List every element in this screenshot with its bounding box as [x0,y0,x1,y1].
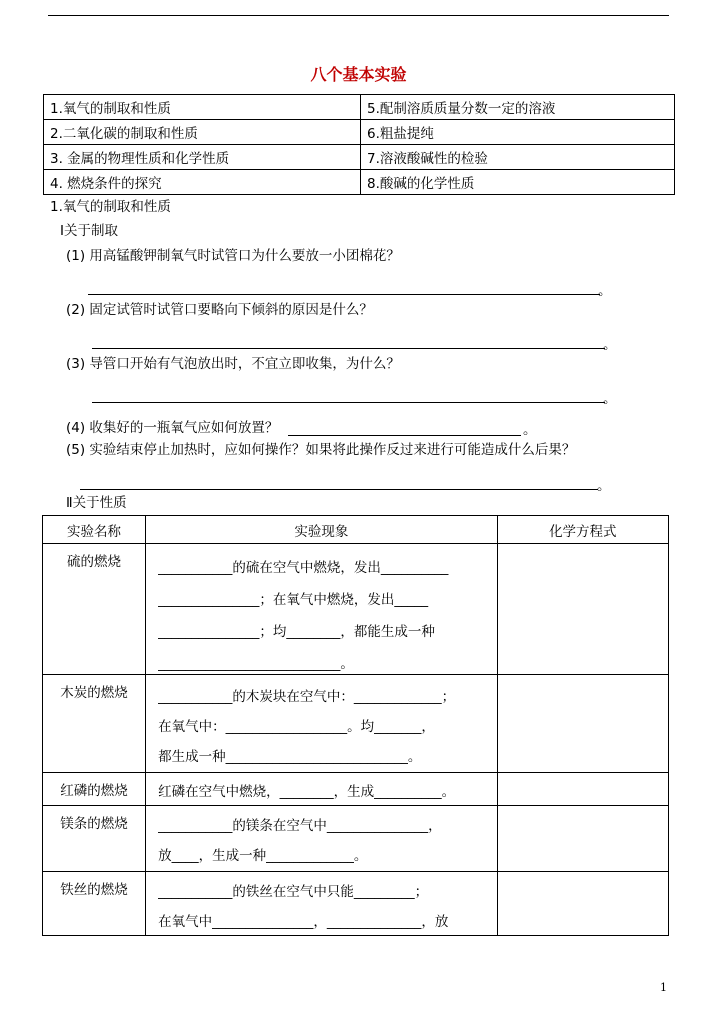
question-3: (3) 导管口开始有气泡放出时，不宜立即收集，为什么？ [66,356,400,372]
phenomenon-line: ___________的木炭块在空气中：_____________； [158,689,456,705]
table-row [44,95,675,120]
experiment-name: 镁条的燃烧 [43,806,146,872]
table-header-row [43,516,669,544]
question-1: (1) 用高锰酸钾制氧气时试管口为什么要放一小团棉花？ [66,248,400,264]
contents-cell: 4. 燃烧条件的探究 [44,170,361,195]
subsection-heading: Ⅰ关于制取 [60,223,118,239]
table-row [44,170,675,195]
contents-cell: 5.配制溶质质量分数一定的溶液 [361,95,675,120]
answer-line[interactable] [288,435,521,436]
equation-cell[interactable] [497,675,668,773]
header-cell: 实验名称 [43,516,146,544]
experiment-name: 红磷的燃烧 [43,773,146,806]
experiment-name: 木炭的燃烧 [43,675,146,773]
table-row [43,773,669,806]
phenomenon-line: 都生成一种___________________________。 [158,749,422,765]
contents-table [43,94,675,195]
phenomenon-cell [146,872,498,936]
page-number: 1 [660,981,667,994]
answer-line[interactable] [92,402,605,403]
question-2: (2) 固定试管时试管口要略向下倾斜的原因是什么？ [66,302,373,318]
properties-table [42,515,669,936]
phenomenon-cell [146,773,498,806]
page-title: 八个基本实验 [310,65,407,84]
equation-cell[interactable] [497,544,668,675]
header-cell: 化学方程式 [497,516,668,544]
period: 。 [603,391,617,407]
period: 。 [603,337,617,353]
phenomenon-line: 在氧气中：__________________。均_______， [158,719,435,735]
table-row [43,806,669,872]
experiment-name: 铁丝的燃烧 [43,872,146,936]
equation-cell[interactable] [497,806,668,872]
contents-cell: 6.粗盐提纯 [361,120,675,145]
section-heading: 1.氧气的制取和性质 [50,199,171,215]
contents-cell: 7.溶液酸碱性的检验 [361,145,675,170]
period: 。 [598,283,612,299]
phenomenon-line: ___________的硫在空气中燃烧，发出__________ [158,560,449,576]
header-rule [48,15,669,16]
contents-cell: 3. 金属的物理性质和化学性质 [44,145,361,170]
period: 。 [523,422,537,438]
table-row [43,544,669,675]
equation-cell[interactable] [497,773,668,806]
phenomenon-line: 红磷在空气中燃烧，________，生成__________。 [158,784,456,800]
phenomenon-line: _______________；在氧气中燃烧，发出_____ [158,592,429,608]
phenomenon-line: ___________________________。 [158,656,354,672]
answer-line[interactable] [80,489,598,490]
subsection-heading: Ⅱ关于性质 [66,495,127,511]
table-row [43,872,669,936]
phenomenon-line: ___________的铁丝在空气中只能_________； [158,884,429,900]
question-5: (5) 实验结束停止加热时，应如何操作？如果将此操作反过来进行可能造成什么后果？ [66,442,576,458]
contents-cell: 2.二氧化碳的制取和性质 [44,120,361,145]
answer-line[interactable] [92,348,605,349]
header-cell: 实验现象 [146,516,498,544]
phenomenon-line: ___________的镁条在空气中_______________， [158,818,442,834]
phenomenon-cell [146,544,498,675]
phenomenon-line: _______________；均________，都能生成一种 [158,624,435,640]
table-row [44,145,675,170]
equation-cell[interactable] [497,872,668,936]
experiment-name: 硫的燃烧 [43,544,146,675]
table-row [44,120,675,145]
table-row [43,675,669,773]
period: 。 [597,478,611,494]
phenomenon-cell [146,806,498,872]
contents-cell: 8.酸碱的化学性质 [361,170,675,195]
answer-line[interactable] [88,294,600,295]
contents-cell: 1.氧气的制取和性质 [44,95,361,120]
question-4: (4) 收集好的一瓶氧气应如何放置？ [66,420,279,436]
phenomenon-cell [146,675,498,773]
phenomenon-line: 放____，生成一种_____________。 [158,848,368,864]
phenomenon-line: 在氧气中_______________，______________，放 [158,914,449,930]
